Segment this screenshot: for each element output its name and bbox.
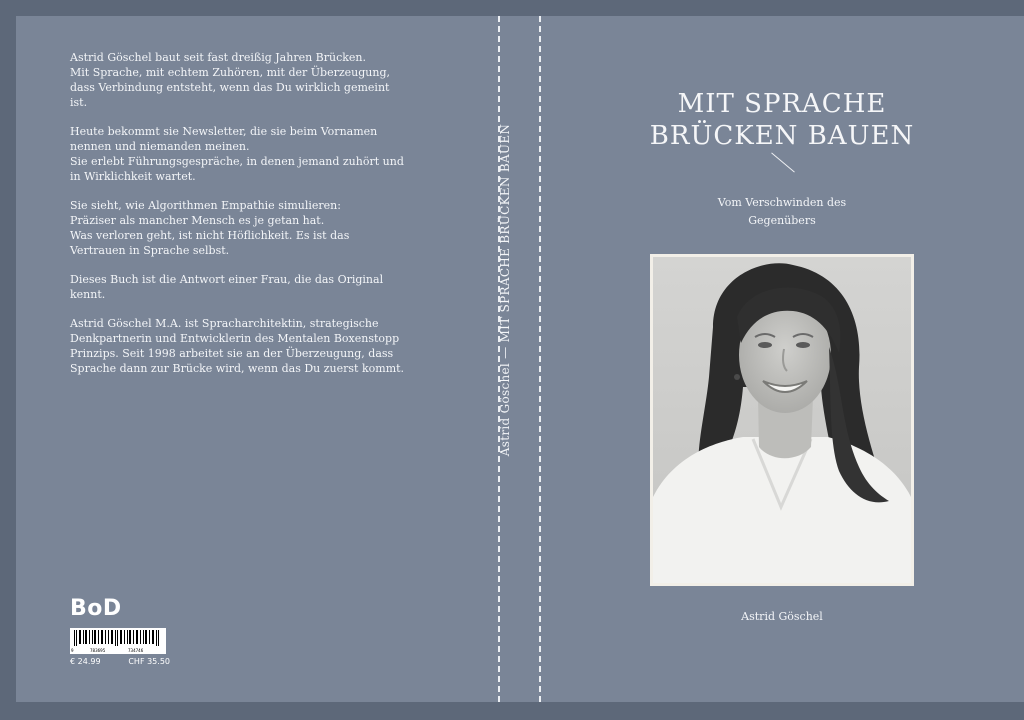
book-title xyxy=(642,88,922,152)
isbn-barcode xyxy=(70,628,166,654)
bottom-edge xyxy=(0,702,1024,720)
price-chf: CHF 35.50 xyxy=(128,657,170,666)
spine-fold-right xyxy=(539,16,541,702)
back-paragraph-3: Sie sieht, wie Algorithmen Empathie simulieren: Präziser als mancher Mensch es je getan hat. Was verloren geht, ist nicht Höflichkeit. Es ist das Vertrauen in Sprache selbst. xyxy=(70,199,350,257)
back-paragraph-2: Heute bekommt sie Newsletter, die sie beim Vornamen nennen und niemanden meinen. Sie erlebt Führungsgespräche, in denen jemand zuhört und in Wirklichkeit wartet. xyxy=(70,125,404,183)
author-name: Astrid Göschel xyxy=(741,610,823,623)
author-portrait xyxy=(653,257,911,583)
spine-title: Astrid Göschel — MIT SPRACHE BRÜCKEN BAUEN xyxy=(498,123,512,457)
price-eur: € 24.99 xyxy=(70,657,101,666)
barcode-digit-left: 9 xyxy=(71,648,74,653)
back-paragraph-1: Astrid Göschel baut seit fast dreißig Jahren Brücken. Mit Sprache, mit echtem Zuhören, mit der Überzeugung, dass Verbindung entsteht, wenn das Du wirklich gemeint ist. xyxy=(70,51,390,109)
back-cover-text xyxy=(70,50,420,390)
title-line-1: MIT SPRACHE xyxy=(677,89,887,119)
title-line-2: BRÜCKEN BAUEN xyxy=(649,121,915,151)
publisher-logo: BoD xyxy=(70,596,122,621)
book-subtitle: Vom Verschwinden des Gegenübers xyxy=(717,196,847,227)
back-paragraph-4: Dieses Buch ist die Antwort einer Frau, die das Original kennt. xyxy=(70,273,384,301)
barcode-digits-right: 734746 xyxy=(128,648,144,653)
author-photo-frame xyxy=(650,254,914,586)
top-edge xyxy=(0,0,1024,16)
left-edge xyxy=(0,16,16,702)
back-paragraph-5: Astrid Göschel M.A. ist Spracharchitektin, strategische Denkpartnerin und Entwicklerin des Mentalen Boxenstopp Prinzips. Seit 1998 arbeitet sie an der Überzeugung, dass Sprache dann zur Brücke wird, wenn das Du zuerst kommt. xyxy=(70,317,405,375)
price-row xyxy=(70,657,170,666)
barcode-digits-mid: 783695 xyxy=(90,648,106,653)
